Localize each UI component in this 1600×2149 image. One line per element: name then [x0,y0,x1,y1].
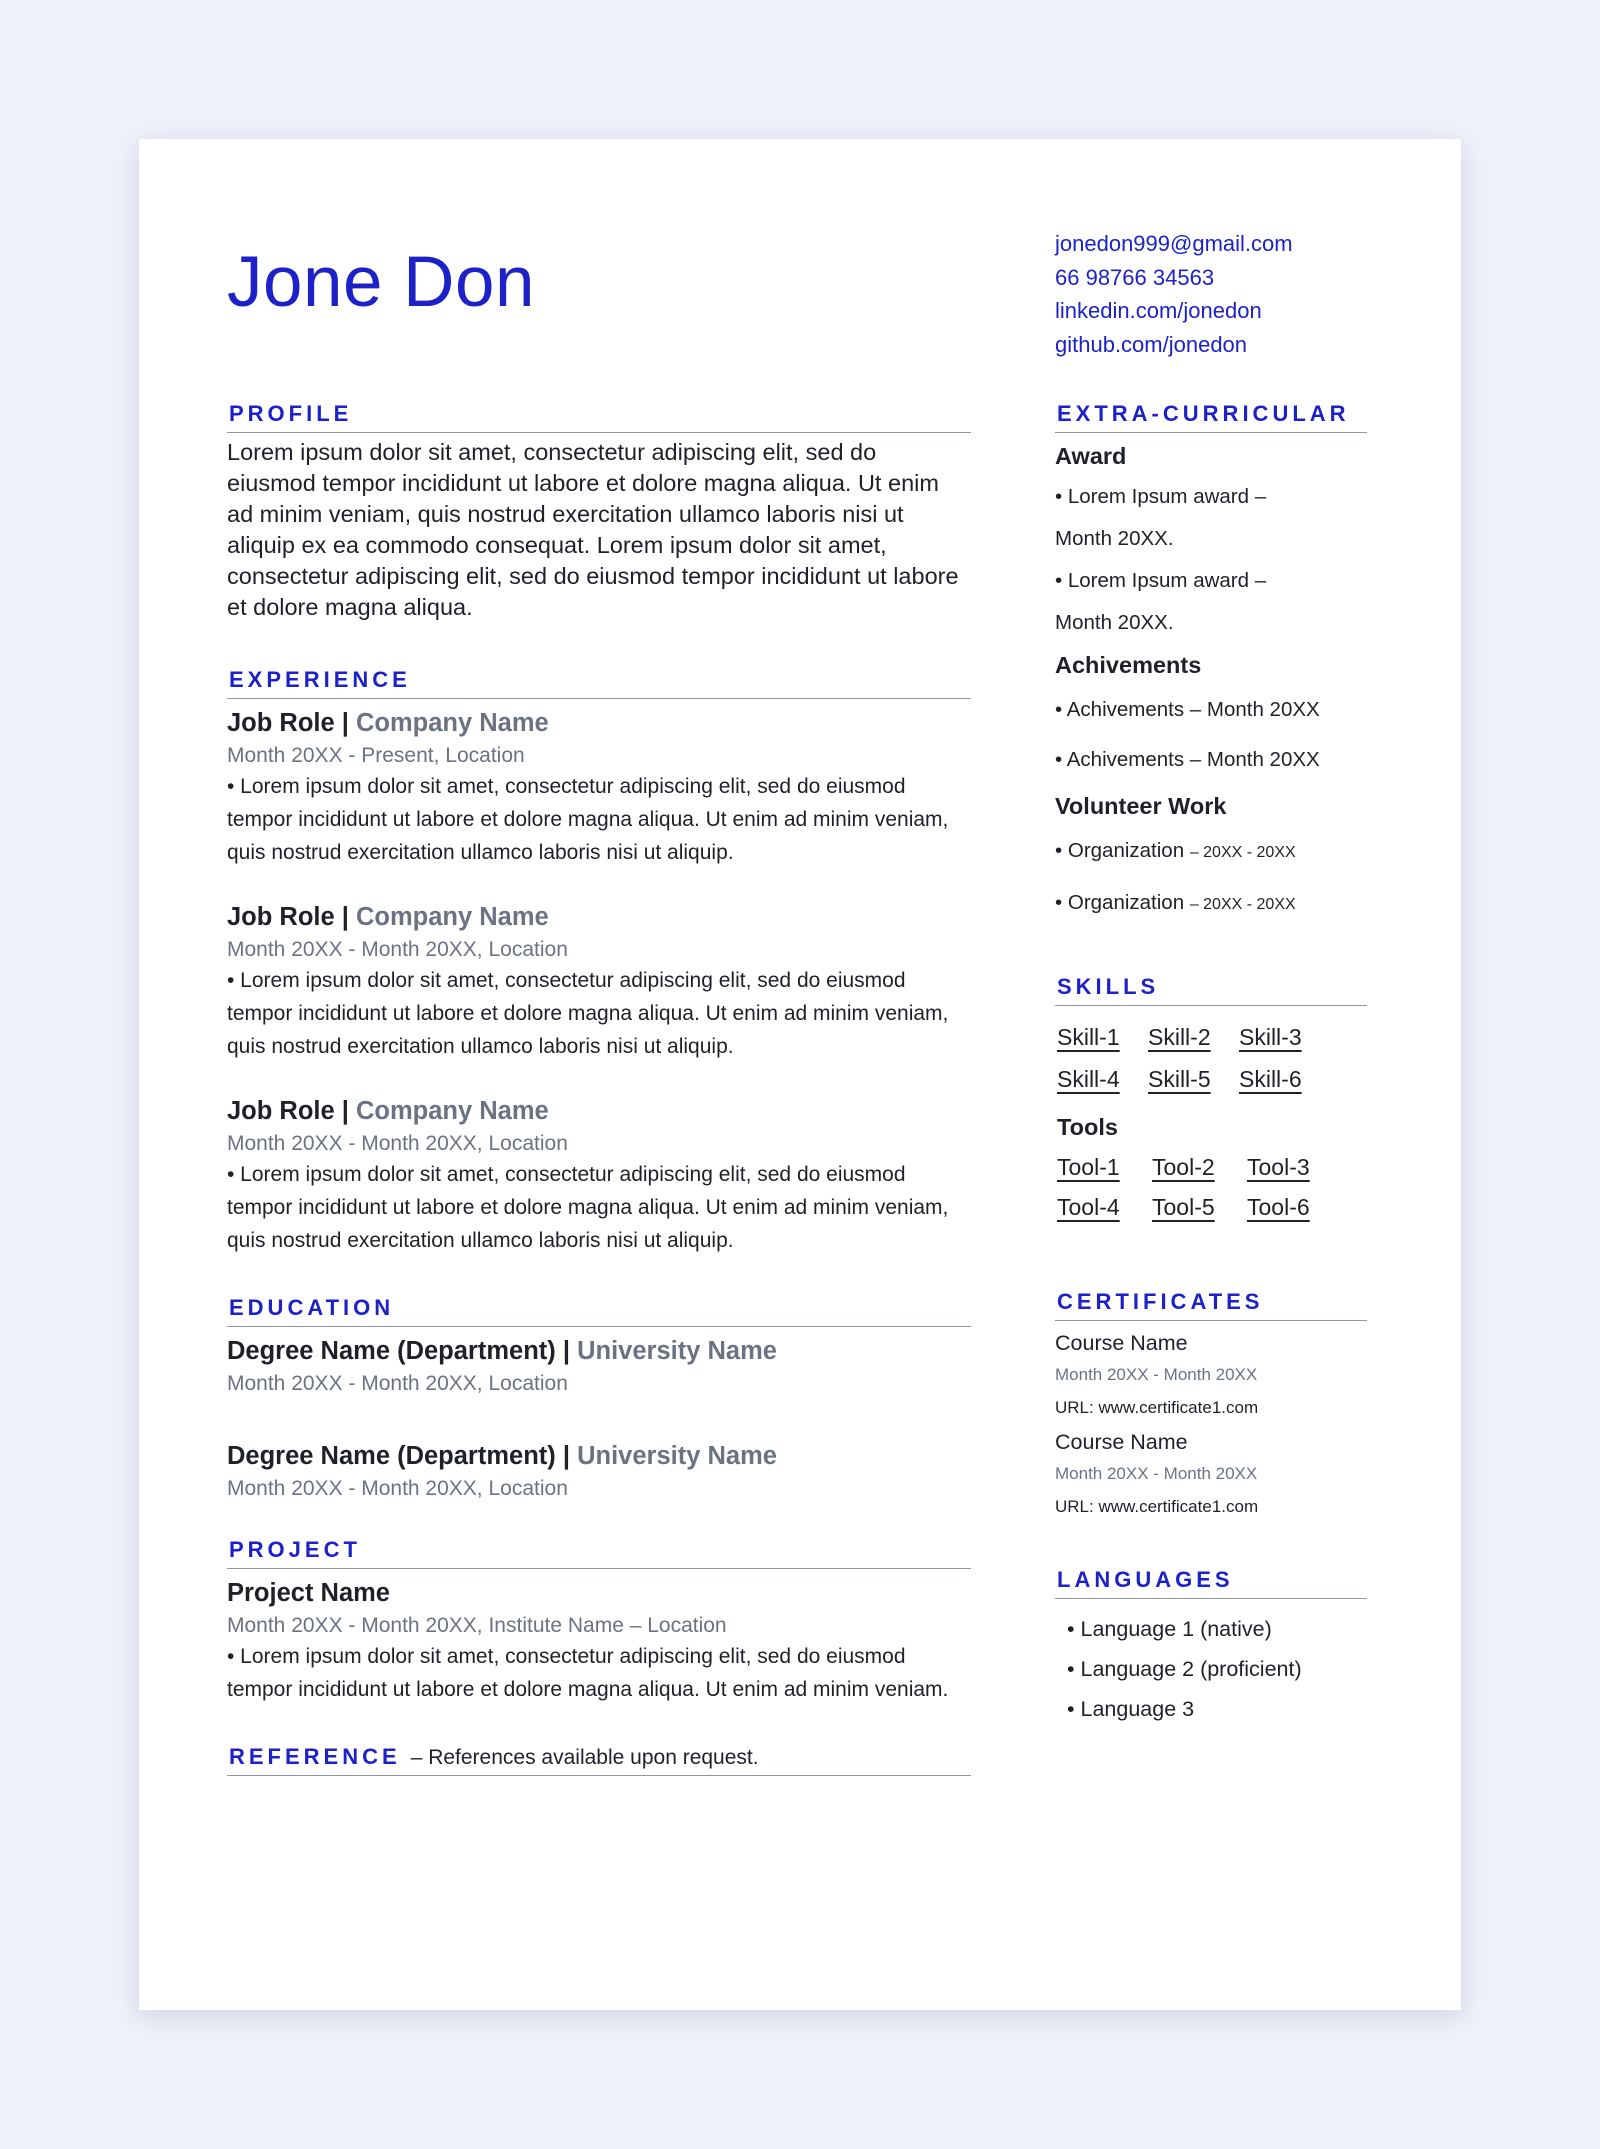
project-meta: Month 20XX - Month 20XX, Institute Name – Location [227,1614,727,1637]
award-line: Month 20XX. [1055,527,1174,550]
skill-link[interactable]: Skill-6 [1239,1066,1302,1092]
job-bullet: • Lorem ipsum dolor sit amet, consectetur adipiscing elit, sed do eiusmod tempor incididunt ut labore et dolore magna aliqua. Ut enim ad minim veniam, quis nostrud exercitation ullamco laboris nisi ut aliquip. [227,775,949,864]
volunteer-dates: – 20XX - 20XX [1189,896,1296,913]
section-heading: EDUCATION [227,1295,971,1327]
job-entry [227,903,971,1063]
project-bullet: • Lorem ipsum dolor sit amet, consectetur adipiscing elit, sed do eiusmod tempor incididunt ut labore et dolore magna aliqua. Ut enim ad minim veniam. [227,1645,949,1701]
main-column [227,401,971,1786]
award-line: Month 20XX. [1055,611,1174,634]
section-heading: SKILLS [1055,974,1367,1006]
section-heading: EXTRA-CURRICULAR [1055,401,1367,433]
tool-link[interactable]: Tool-6 [1247,1194,1310,1220]
certificate-url[interactable]: URL: www.certificate1.com [1055,1497,1259,1516]
volunteer-item [1055,878,1367,930]
education-entry [227,1442,971,1501]
tools-title: Tools [1057,1114,1118,1140]
section-heading: REFERENCE [229,1744,401,1769]
job-role: Job Role [227,1097,335,1125]
reference-note: – References available upon request. [410,1746,759,1769]
job-entry [227,1097,971,1257]
university-name: University Name [577,1442,777,1470]
award-line: • Lorem Ipsum award – [1055,485,1267,508]
skills-grid [1055,1016,1367,1100]
skill-link[interactable]: Skill-1 [1057,1024,1120,1050]
tool-link[interactable]: Tool-1 [1057,1154,1120,1180]
job-title: Job Role | Company Name [227,709,549,737]
award-title: Award [1055,443,1127,469]
job-meta: Month 20XX - Month 20XX, Location [227,1132,568,1155]
course-dates: Month 20XX - Month 20XX [1055,1464,1258,1483]
language-item: • Language 3 [1067,1697,1195,1721]
degree-name: Degree Name (Department) [227,1442,556,1470]
award-line: • Lorem Ipsum award – [1055,569,1267,592]
university-name: University Name [577,1337,777,1365]
resume-page [139,139,1461,2010]
languages-section [1055,1567,1367,1729]
candidate-name: Jone Don [227,243,535,322]
achievement-item: • Achivements – Month 20XX [1055,748,1320,771]
organization-name: • Organization [1055,891,1185,914]
volunteer-title: Volunteer Work [1055,793,1227,819]
tools-grid [1055,1147,1367,1227]
tool-link[interactable]: Tool-3 [1247,1154,1310,1180]
job-entry [227,709,971,869]
education-meta: Month 20XX - Month 20XX, Location [227,1477,568,1500]
phone-number: 66 98766 34563 [1055,264,1215,290]
section-heading: PROJECT [227,1537,971,1569]
reference-section [227,1744,971,1776]
email-link[interactable]: jonedon999@gmail.com [1055,231,1293,256]
degree-title: Degree Name (Department) | University Name [227,1337,777,1365]
skill-link[interactable]: Skill-4 [1057,1066,1120,1092]
job-role: Job Role [227,903,335,931]
education-entry [227,1337,971,1396]
section-heading: EXPERIENCE [227,667,971,699]
certificate-url[interactable]: URL: www.certificate1.com [1055,1398,1259,1417]
language-item: • Language 2 (proficient) [1067,1657,1302,1681]
company-name: Company Name [356,709,549,737]
job-bullet: • Lorem ipsum dolor sit amet, consectetur adipiscing elit, sed do eiusmod tempor incididunt ut labore et dolore magna aliqua. Ut enim ad minim veniam, quis nostrud exercitation ullamco laboris nisi ut aliquip. [227,969,949,1058]
skill-link[interactable]: Skill-2 [1148,1024,1211,1050]
degree-title: Degree Name (Department) | University Name [227,1442,777,1470]
project-name: Project Name [227,1579,390,1607]
company-name: Company Name [356,903,549,931]
job-meta: Month 20XX - Present, Location [227,744,525,767]
job-bullet: • Lorem ipsum dolor sit amet, consectetur adipiscing elit, sed do eiusmod tempor incididunt ut labore et dolore magna aliqua. Ut enim ad minim veniam, quis nostrud exercitation ullamco laboris nisi ut aliquip. [227,1163,949,1252]
linkedin-link[interactable]: linkedin.com/jonedon [1055,298,1262,323]
section-heading: PROFILE [227,401,971,433]
profile-text: Lorem ipsum dolor sit amet, consectetur adipiscing elit, sed do eiusmod tempor incididunt ut labore et dolore magna aliqua. Ut enim ad minim veniam, quis nostrud exercitation ullamco laboris nisi ut aliquip ex ea commodo consequat. Lorem ipsum dolor sit amet, consectetur adipiscing elit, sed do eiusmod tempor incididunt ut labore et dolore magna aliqua. [227,439,959,620]
tool-link[interactable]: Tool-5 [1152,1194,1215,1220]
education-section [227,1295,971,1501]
achievement-item: • Achivements – Month 20XX [1055,698,1320,721]
certificates-section [1055,1289,1367,1523]
tool-link[interactable]: Tool-2 [1152,1154,1215,1180]
profile-section [227,401,971,623]
skill-link[interactable]: Skill-5 [1148,1066,1211,1092]
tool-link[interactable]: Tool-4 [1057,1194,1120,1220]
experience-section [227,667,971,1257]
organization-name: • Organization [1055,839,1185,862]
skills-section [1055,974,1367,1227]
section-heading: CERTIFICATES [1055,1289,1367,1321]
skill-link[interactable]: Skill-3 [1239,1024,1302,1050]
company-name: Company Name [356,1097,549,1125]
project-section [227,1537,971,1706]
contact-block [1055,227,1293,361]
volunteer-item [1055,826,1367,878]
education-meta: Month 20XX - Month 20XX, Location [227,1372,568,1395]
section-heading: LANGUAGES [1055,1567,1367,1599]
github-link[interactable]: github.com/jonedon [1055,331,1248,357]
volunteer-dates: – 20XX - 20XX [1189,844,1296,861]
job-title: Job Role | Company Name [227,903,549,931]
course-dates: Month 20XX - Month 20XX [1055,1365,1258,1384]
job-title: Job Role | Company Name [227,1097,549,1125]
job-role: Job Role [227,709,335,737]
extra-curricular-section [1055,401,1367,930]
job-meta: Month 20XX - Month 20XX, Location [227,938,568,961]
achievements-title: Achivements [1055,652,1202,678]
course-name: Course Name [1055,1331,1188,1355]
course-name: Course Name [1055,1430,1188,1454]
degree-name: Degree Name (Department) [227,1337,556,1365]
side-column [1055,401,1367,1729]
language-item: • Language 1 (native) [1067,1617,1272,1641]
